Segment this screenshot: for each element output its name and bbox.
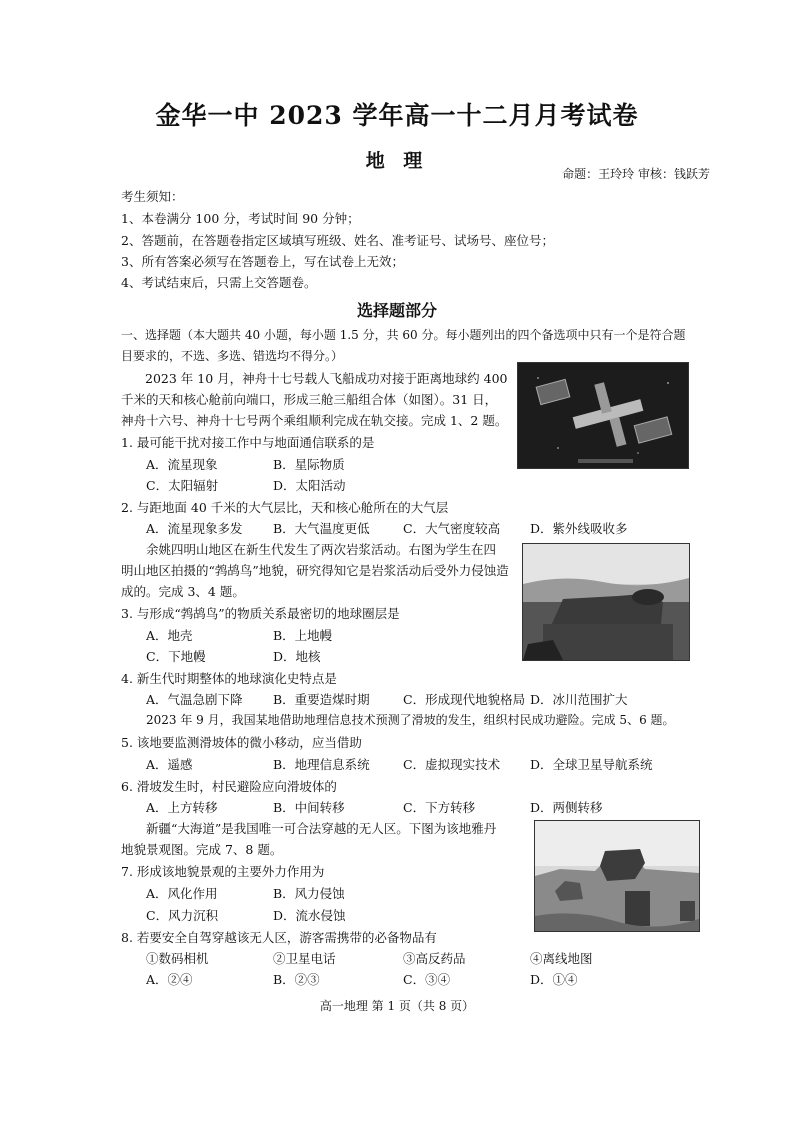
question-stem: 2. 与距地面 40 千米的大气层比，天和核心舱所在的大气层 [121, 500, 449, 515]
option-c: C．虚拟现实技术 [403, 757, 501, 772]
option-a: A．气温急剧下降 [146, 692, 243, 707]
question-stem: 1. 最可能干扰对接工作中与地面通信联系的是 [121, 435, 375, 450]
option-d: D．流水侵蚀 [273, 908, 346, 923]
option-a: A．风化作用 [146, 886, 218, 901]
option-d: D．地核 [273, 649, 321, 664]
question-stem: 3. 与形成“鹁鸪鸟”的物质关系最密切的地球圈层是 [121, 606, 400, 621]
option-c: C．③④ [403, 972, 451, 987]
page-footer: 高一地理 第 1 页（共 8 页） [319, 999, 475, 1013]
option-d: D．太阳活动 [273, 478, 346, 493]
option-c: C．太阳辐射 [146, 478, 219, 493]
option-c: C．形成现代地貌格局 [403, 692, 526, 707]
option-d: D．冰川范围扩大 [530, 692, 628, 707]
yardang-landform-photo [534, 820, 700, 932]
rock-landform-photo [522, 543, 690, 661]
question-stem: 6. 滑坡发生时，村民避险应向滑坡体的 [121, 779, 337, 794]
option-d: D．紫外线吸收多 [530, 521, 628, 536]
option-d: D．两侧转移 [530, 800, 603, 815]
option-a: A．流星现象 [146, 457, 218, 472]
notice-item: 2、答题前，在答题卷指定区域填写班级、姓名、准考证号、试场号、座位号； [121, 233, 554, 248]
option-c: C．风力沉积 [146, 908, 219, 923]
passage-text: 神舟十六号、神舟十七号两个乘组顺利完成在轨交接。完成 1、2 题。 [121, 413, 508, 428]
subject-title: 地 理 [365, 150, 429, 172]
option-b: B．大气温度更低 [273, 521, 370, 536]
option-a: A．②④ [146, 972, 193, 987]
option-b: B．地理信息系统 [273, 757, 370, 772]
option-b: B．中间转移 [273, 800, 345, 815]
choice-item: ②卫星电话 [273, 951, 336, 966]
space-station-photo [517, 362, 689, 469]
option-b: B．上地幔 [273, 628, 333, 643]
option-a: A．地壳 [146, 628, 193, 643]
passage-text: 成的。完成 3、4 题。 [121, 584, 245, 599]
option-c: C．大气密度较高 [403, 521, 501, 536]
passage-text: 地貌景观图。完成 7、8 题。 [121, 842, 283, 857]
option-a: A．流星现象多发 [146, 521, 243, 536]
option-a: A．遥感 [146, 757, 193, 772]
question-stem: 7. 形成该地貌景观的主要外力作用为 [121, 864, 325, 879]
notice-heading: 考生须知： [121, 189, 184, 204]
option-b: B．重要造煤时期 [273, 692, 370, 707]
passage-text: 明山地区拍摄的“鹁鸪鸟”地貌，研究得知它是岩浆活动后受外力侵蚀造 [121, 563, 509, 578]
notice-item: 4、考试结束后，只需上交答题卷。 [121, 275, 317, 290]
passage-text: 余姚四明山地区在新生代发生了两次岩浆活动。右图为学生在四 [146, 542, 497, 557]
option-a: A．上方转移 [146, 800, 218, 815]
exam-title: 金华一中 2023 学年高一十二月月考试卷 [155, 101, 639, 130]
question-stem: 4. 新生代时期整体的地球演化史特点是 [121, 671, 337, 686]
passage-text: 新疆“大海道”是我国唯一可合法穿越的无人区。下图为该地雅丹 [146, 821, 497, 836]
option-c: C．下地幔 [146, 649, 206, 664]
authors-line: 命题：王玲玲 审核：钱跃芳 [562, 167, 710, 181]
option-b: B．②③ [273, 972, 320, 987]
notice-item: 1、本卷满分 100 分，考试时间 90 分钟； [121, 211, 360, 226]
passage-text: 千米的天和核心舱前向端口，形成三舱三船组合体（如图）。31 日， [121, 392, 498, 407]
choice-item: ③高反药品 [403, 951, 466, 966]
option-d: D．①④ [530, 972, 578, 987]
option-d: D．全球卫星导航系统 [530, 757, 653, 772]
section-intro: 一、选择题（本大题共 40 小题，每小题 1.5 分，共 60 分。每小题列出的四个备选项中只有一个是符合题 [121, 328, 686, 342]
passage-text: 2023 年 9 月，我国某地借助地理信息技术预测了滑坡的发生，组织村民成功避险。完成 5、6 题。 [146, 713, 675, 727]
section-title: 选择题部分 [356, 301, 437, 320]
option-b: B．风力侵蚀 [273, 886, 345, 901]
question-stem: 8. 若要安全自驾穿越该无人区，游客需携带的必备物品有 [121, 930, 437, 945]
choice-item: ①数码相机 [146, 951, 209, 966]
passage-text: 2023 年 10 月，神舟十七号载人飞船成功对接于距离地球约 400 [145, 371, 508, 386]
option-c: C．下方转移 [403, 800, 476, 815]
notice-item: 3、所有答案必须写在答题卷上，写在试卷上无效； [121, 254, 404, 269]
section-intro: 目要求的，不选、多选、错选均不得分。） [121, 349, 344, 363]
option-b: B．星际物质 [273, 457, 345, 472]
question-stem: 5. 该地要监测滑坡体的微小移动，应当借助 [121, 735, 362, 750]
choice-item: ④离线地图 [530, 951, 593, 966]
